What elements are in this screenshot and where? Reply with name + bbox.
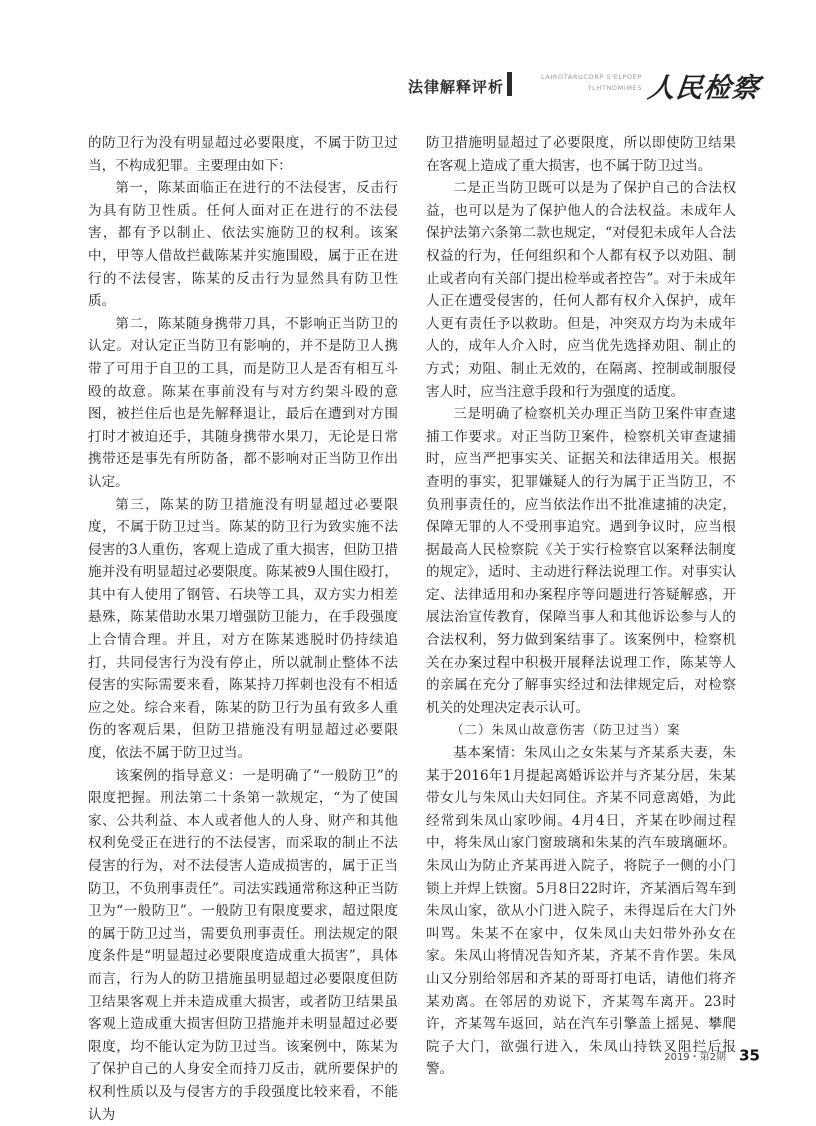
issue-label: 2019・第2期 <box>664 1052 727 1063</box>
page-number: 35 <box>739 1046 760 1065</box>
case-subheading: （二）朱凤山故意伤害（防卫过当）案 <box>451 722 681 738</box>
paragraph: 二是正当防卫既可以是为了保护自己的合法权益，也可以是为了保护他人的合法权益。未成年人保护法第六条第二款也规定，“对侵犯未成年人合法权益的行为，任何组织和个人都有权予以劝阻、制止或者向有关部门提出检举或者控告”。对于未成年人正在遭受侵害的，任何人都有权介入保护，成年人更有责任予以救助。但是，冲突双方均为未成年人的，成年人介入时，应当优先选择劝阻、制止的方式；劝阻、制止无效的，在隔离、控制或制服侵害人时，应当注意手段和行为强度的适度。 <box>426 180 736 400</box>
journal-english-line-1: LAIROTARUCORP S'ELPOEP <box>540 73 642 81</box>
section-title: 法律解释评析 <box>407 78 504 96</box>
header-divider-bar <box>507 72 512 96</box>
journal-english-name <box>522 72 642 94</box>
paragraph: 该案例的指导意义：一是明确了“一般防卫”的限度把握。刑法第二十条第一款规定，“为了使国家、公共利益、本人或者他人的人身、财产和其他权利免受正在进行的不法侵害，而采取的制止不法侵害的行为，对不法侵害人造成损害的，属于正当防卫，不负刑事责任”。司法实践通常称这种正当防卫为“一般防卫”。一般防卫有限度要求，超过限度的属于防卫过当，需要负刑事责任。刑法规定的限度条件是“明显超过必要限度造成重大损害”，具体而言，行为人的防卫措施虽明显超过必要限度但防卫结果客观上并未造成重大损害，或者防卫结果虽客观上造成重大损害但防卫措施并未明显超过必要限度，均不能认定为防卫过当。该案例中，陈某为了保护自己的人身安全而持刀反击，就所要保护的权利性质以及与侵害方的手段强度比较来看，不能认为 <box>88 767 398 1123</box>
paragraph: 基本案情：朱凤山之女朱某与齐某系夫妻，朱某于2016年1月提起离婚诉讼并与齐某分居，朱某带女儿与朱凤山夫妇同住。齐某不同意离婚，为此经常到朱凤山家吵闹。4月4日，齐某在吵闹过程中，将朱凤山家门窗玻璃和朱某的汽车玻璃砸坏。朱凤山为防止齐某再进入院子，将院子一侧的小门锁上并焊上铁窗。5月8日22时许，齐某酒后驾车到朱凤山家，欲从小门进入院子，未得逞后在大门外叫骂。朱某不在家中，仅朱凤山夫妇带外孙女在家。朱凤山将情况告知齐某，齐某不肯作罢。朱凤山又分别给邻居和齐某的哥哥打电话，请他们将齐某劝离。在邻居的劝说下，齐某驾车离开。23时许，齐某驾车返回，站在汽车引擎盖上摇晃、攀爬院子大门，欲强行进入，朱凤山持铁叉阻拦后报警。 <box>426 745 736 1078</box>
paragraph: 的防卫行为没有明显超过必要限度，不属于防卫过当，不构成犯罪。主要理由如下： <box>88 135 398 174</box>
paragraph: 第一，陈某面临正在进行的不法侵害，反击行为具有防卫性质。任何人面对正在进行的不法侵害，都有予以制止、依法实施防卫的权利。该案中，甲等人借故拦截陈某并实施围殴，属于正在进行的不法侵害，陈某的反击行为显然具有防卫性质。 <box>88 180 398 310</box>
paragraph: 三是明确了检察机关办理正当防卫案件审查逮捕工作要求。对正当防卫案件，检察机关审查逮捕时，应当严把事实关、证据关和法律适用关。根据查明的事实，犯罪嫌疑人的行为属于正当防卫，不负刑事责任的，应当依法作出不批准逮捕的决定，保障无罪的人不受刑事追究。遇到争议时，应当根据最高人民检察院《关于实行检察官以案释法制度的规定》，适时、主动进行释法说理工作。对事实认定、法律适用和办案程序等问题进行答疑解惑，开展法治宣传教育，保障当事人和其他诉讼参与人的合法权利，努力做到案结事了。该案例中，检察机关在办案过程中积极开展释法说理工作，陈某等人的亲属在充分了解事实经过和法律规定后，对检察机关的处理决定表示认可。 <box>426 406 736 716</box>
paragraph: 第三，陈某的防卫措施没有明显超过必要限度，不属于防卫过当。陈某的防卫行为致实施不法侵害的3人重伤，客观上造成了重大损害，但防卫措施并没有明显超过必要限度。陈某被9人围住殴打，其中有人使用了钢管、石块等工具，双方实力相差悬殊，陈某借助水果刀增强防卫能力，在手段强度上合情合理。并且，对方在陈某逃脱时仍持续追打，共同侵害行为没有停止，所以就制止整体不法侵害的实际需要来看，陈某持刀挥刺也没有不相适应之处。综合来看，陈某的防卫行为虽有致多人重伤的客观后果，但防卫措施没有明显超过必要限度，依法不属于防卫过当。 <box>88 496 398 762</box>
left-text-column <box>88 132 398 1126</box>
paragraph: 防卫措施明显超过了必要限度，所以即使防卫结果在客观上造成了重大损害，也不属于防卫过当。 <box>426 135 736 174</box>
page-footer <box>600 1045 760 1065</box>
journal-english-line-2: YLHTNOMIMES <box>587 84 642 92</box>
journal-logo: 人民检察 <box>646 73 762 104</box>
paragraph: 第二，陈某随身携带刀具，不影响正当防卫的认定。对认定正当防卫有影响的，并不是防卫人携带了可用于自卫的工具，而是防卫人是否有相互斗殴的故意。陈某在事前没有与对方约架斗殴的意图，被拦住后也是先解释退让，最后在遭到对方围打时才被迫还手，其随身携带水果刀，无论是日常携带还是事先有所防备，都不影响对正当防卫作出认定。 <box>88 315 398 490</box>
right-text-column <box>426 132 736 1081</box>
